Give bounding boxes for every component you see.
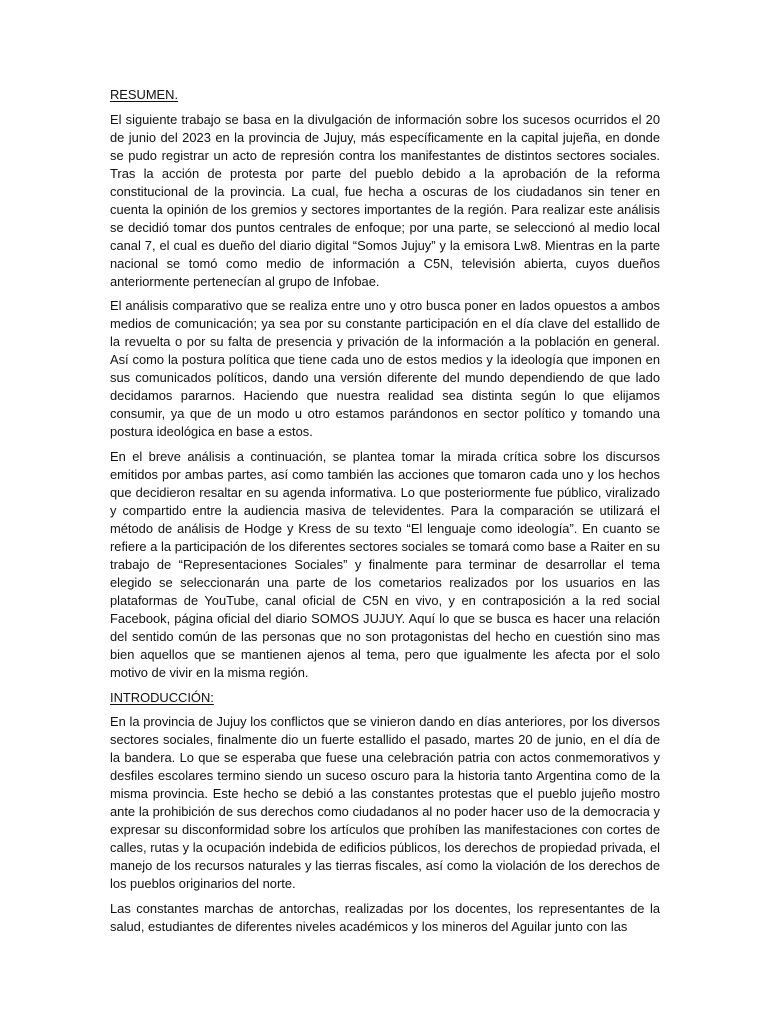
section-heading-resumen: RESUMEN. [110, 87, 179, 102]
document-page [110, 86, 660, 936]
introduccion-paragraph-1: En la provincia de Jujuy los conflictos que se vinieron dando en días anteriores, por los diversos sectores sociales, finalmente dio un fuerte estallido el pasado, martes 20 de junio, en el día de la bandera. Lo que se esperaba que fuese una celebración patria con actos conmemorativos y desfiles escolares termino siendo un suceso oscuro para la historia tanto Argentina como de la misma provincia. Este hecho se debió a las constantes protestas que el pueblo jujeño mostro ante la prohibición de sus derechos como ciudadanos al no poder hacer uso de la democracia y expresar su disconformidad sobre los artículos que prohíben las manifestaciones con cortes de calles, rutas y la ocupación indebida de edificios públicos, los derechos de propiedad privada, el manejo de los recursos naturales y las tierras fiscales, así como la violación de los derechos de los pueblos originarios del norte. [110, 714, 660, 892]
introduccion-paragraph-2: Las constantes marchas de antorchas, realizadas por los docentes, los representantes de la salud, estudiantes de diferentes niveles académicos y los mineros del Aguilar junto con las [110, 900, 660, 934]
resumen-paragraph-3: En el breve análisis a continuación, se plantea tomar la mirada crítica sobre los discursos emitidos por ambas partes, así como también las acciones que tomaron cada uno y los hechos que decidieron resaltar en su agenda informativa. Lo que posteriormente fue público, viralizado y compartido entre la audiencia masiva de televidentes. Para la comparación se utilizará el método de análisis de Hodge y Kress de su texto “El lenguaje como ideología”. En cuanto se refiere a la participación de los diferentes sectores sociales se tomará como base a Raiter en su trabajo de “Representaciones Sociales” y finalmente para terminar de desarrollar el tema elegido se seleccionarán una parte de los cometarios realizados por los usuarios en las plataformas de YouTube, canal oficial de C5N en vivo, y en contraposición a la red social Facebook, página oficial del diario SOMOS JUJUY. Aquí lo que se busca es hacer una relación del sentido común de las personas que no son protagonistas del hecho en cuestión sino mas bien aquellos que se mantienen ajenos al tema, pero que igualmente les afecta por el solo motivo de vivir en la misma región. [110, 449, 660, 680]
resumen-paragraph-2: El análisis comparativo que se realiza entre uno y otro busca poner en lados opuestos a ambos medios de comunicación; ya sea por su constante participación en el día clave del estallido de la revuelta o por su falta de presencia y privación de la información a la población en general. Así como la postura política que tiene cada uno de estos medios y la ideología que imponen en sus comunicados políticos, dando una versión diferente del mundo dependiendo de que lado decidamos pararnos. Haciendo que nuestra realidad sea distinta según lo que elijamos consumir, ya que de un modo u otro estamos parándonos en sector político y tomando una postura ideológica en base a estos. [110, 298, 660, 440]
section-heading-introduccion: INTRODUCCIÓN: [110, 689, 214, 705]
resumen-paragraph-1: El siguiente trabajo se basa en la divulgación de información sobre los sucesos ocurridos el 20 de junio del 2023 en la provincia de Jujuy, más específicamente en la capital jujeña, en donde se pudo registrar un acto de represión contra los manifestantes de distintos sectores sociales. Tras la acción de protesta por parte del pueblo debido a la aprobación de la reforma constitucional de la provincia. La cual, fue hecha a oscuras de los ciudadanos sin tener en cuenta la opinión de los gremios y sectores importantes de la región. Para realizar este análisis se decidió tomar dos puntos centrales de enfoque; por una parte, se seleccionó al medio local canal 7, el cual es dueño del diario digital “Somos Jujuy” y la emisora Lw8. Mientras en la parte nacional se tomó como medio de información a C5N, televisión abierta, cuyos dueños anteriormente pertenecían al grupo de Infobae. [110, 111, 660, 289]
